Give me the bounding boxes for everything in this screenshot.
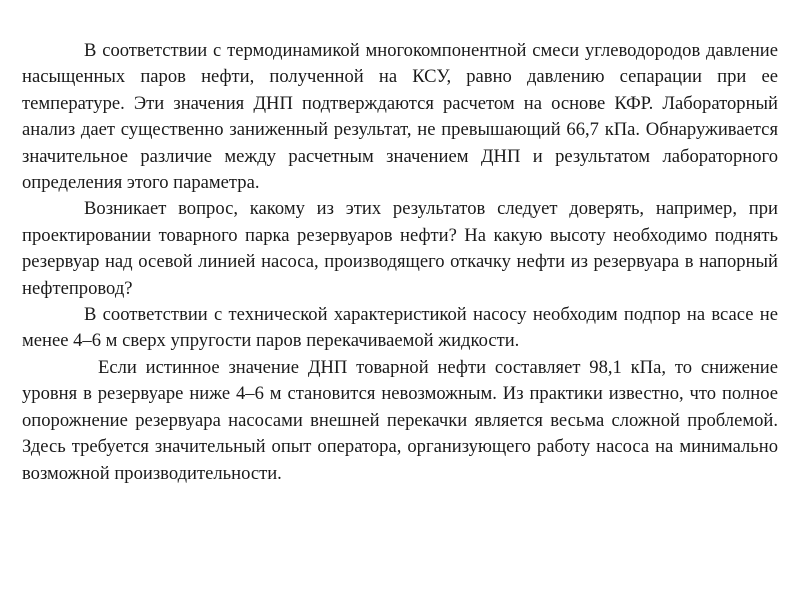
paragraph-3: В соответствии с технической характеристикой насосу необходим подпор на всасе не менее 4–6 м сверх упругости паров перекачиваемой жидкости. [22,304,778,352]
paragraph-4: Если истинное значение ДНП товарной нефти составляет 98,1 кПа, то снижение уровня в резервуаре ниже 4–6 м становится невозможным. Из практики известно, что полное опорожнение резервуара насосами внешней перекачки является весьма сложной проблемой. Здесь требуется значительный опыт оператора, организующего работу насоса на минимально возможной производительности. [22,356,778,484]
document-body [22,38,778,487]
paragraph-1: В соответствии с термодинамикой многокомпонентной смеси углеводородов давление насыщенных паров нефти, полученной на КСУ, равно давлению сепарации при ее температуре. Эти значения ДНП подтверждаются расчетом на основе КФР. Лабораторный анализ дает существенно заниженный результат, не превышающий 66,7 кПа. Обнаруживается значительное различие между расчетным значением ДНП и результатом лабораторного определения этого параметра. [22,40,778,194]
paragraph-2: Возникает вопрос, какому из этих результатов следует доверять, например, при проектировании товарного парка резервуаров нефти? На какую высоту необходимо поднять резервуар над осевой линией насоса, производящего откачку нефти из резервуара в напорный нефтепровод? [22,198,778,299]
